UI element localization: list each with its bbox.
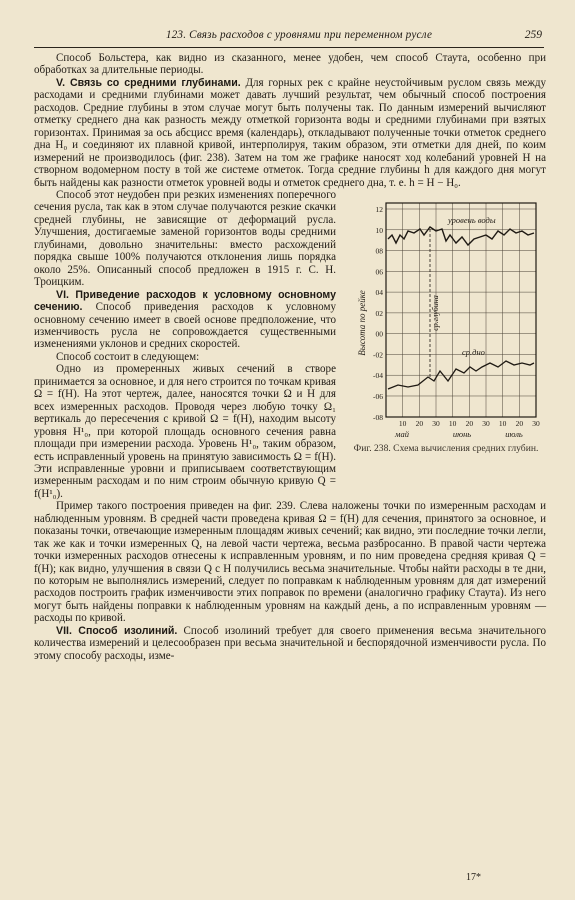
- paragraph: Способ Больстера, как видно из сказанного, менее удобен, чем способ Стаута, особенно при обработках за длительные периоды.: [34, 52, 546, 77]
- y-tick-label: 10: [375, 225, 383, 235]
- month-label: июнь: [452, 428, 472, 439]
- water-level-label: уровень воды: [448, 214, 496, 225]
- x-tick-label: 30: [432, 418, 440, 428]
- x-tick-label: 30: [482, 418, 490, 428]
- x-tick-label: 10: [498, 418, 507, 428]
- paragraph: Пример такого построения приведен на фиг. 239. Слева наложены точки по измеренным расходам и наблюденным уровням. В средней части проведена кривая Ω = f(H) для сечения, принятого за основное, и показаны точки, отвечающие измеренным площадям живых сечений; как видно, эти последние точки легли, так же как и точки измеренных Q, на левой части чертежа, весьма разбросанно. В правой части чертежа точки измеренных расходов отнесены к исправленным уровням, и по ним проведена средняя кривая Q = f(H); как видно, улучшения в связи Q с H получились весьма значительные. Чтобы найти расходы в те дни, по которым не выполнялись измерений, следует по поправкам к наблюденным уровням для дат измерений расходов построить график изменчивости этих поправок по времени (аналогично графику Стаута). Из него могут быть найдены поправки к наблюденным уровням на каждый день, а по исправленным уровням — расходы по кривой.: [34, 500, 546, 625]
- depth-chart: [352, 195, 544, 441]
- y-tick-label: 00: [375, 329, 383, 339]
- section-heading: V. Связь со средними глубинами.: [56, 76, 241, 89]
- body-text: [34, 52, 546, 662]
- paragraph-section-vi: VI. Приведение расходов к условному основному сечению. Способ приведения расходов к условному основному сечению имеет в своей основе предположение, что изменчивость русла не сопровождается существенными изменениями уклонов и средних скоростей.: [34, 288, 336, 351]
- y-tick-label: 04: [375, 288, 383, 298]
- y-grid: [386, 209, 536, 417]
- y-tick-label: 06: [375, 267, 383, 277]
- month-label: май: [395, 428, 409, 439]
- paragraph: Одно из промеренных живых сечений в створе принимается за основное, и для него строится по точкам кривая Ω = f(H). На этот чертеж, далее, наносятся точки Ω и H для всех измеренных расходов. Проводя через любую точку Ω₁ вертикаль до пересечения с кривой Ω = f(H), находим высоту уровня H¹₀, при которой площадь основного сечения равна площади при измерении расхода. Уровень H¹₀, таким образом, есть исправленный уровень на принятую зависимость Ω = f(H). Эти исправленные уровни и приписываем соответствующим измеренным расходам и по ним строим обычную кривую Q = f(H¹₀).: [34, 363, 336, 500]
- mean-bed-label: ср.дно: [462, 346, 485, 357]
- y-tick-label: 02: [375, 308, 383, 318]
- mean-depth-label: ср.глубина: [431, 295, 440, 331]
- figure-238: [346, 195, 546, 474]
- paragraph-section-v: V. Связь со средними глубинами. Для горных рек с крайне неустойчивым руслом связь между расходами и средними глубинами может давать лучший результат, чем обычный способ построения расходов. Средние глубины в этом случае могут быть получены так. По данным измерений вычисляют отметку среднего дна как разность между отметкой горизонта воды и средними глубинами при взятых горизонтах. Принимая за ось абсцисс время (календарь), откладывают полученные точки отметок среднего дна H₀ и соединяют их плавной кривой, интерполируя, таким образом, эти отметки для дней, по коим измерений не производилось (фиг. 238). Затем на том же графике наносят ход колебаний уровней H на створном водомерном посту в той же системе отметок. Тогда средние глубины h для каждого дня могут быть найдены как разности отметок уровней воды и отметок среднего дна, т. е. h = H − H₀.: [34, 76, 546, 189]
- x-tick-label: 30: [532, 418, 540, 428]
- running-header: [34, 27, 544, 48]
- page-number: 259: [524, 29, 542, 41]
- y-tick-label: 08: [375, 246, 383, 256]
- y-axis-label: Высота по рейке: [357, 290, 367, 356]
- y-tick-label: -08: [373, 412, 383, 422]
- month-label: июль: [505, 428, 523, 439]
- x-tick-labels: [399, 419, 540, 428]
- y-tick-labels: [373, 205, 383, 422]
- running-title: 123. Связь расходов с уровнями при переменном русле: [165, 29, 433, 41]
- figure-caption: Фиг. 238. Схема вычисления средних глубин.: [353, 442, 539, 454]
- section-heading: VII. Способ изолиний.: [56, 624, 178, 637]
- paragraph-section-vii: VII. Способ изолиний. Способ изолиний требует для своего применения весьма значительного количества измерений и целесообразен при весьма значительной и беспорядочной изменчивости русла. По этому способу расходы, изме-: [34, 624, 547, 662]
- x-tick-label: 10: [448, 418, 457, 428]
- x-tick-label: 20: [415, 418, 424, 428]
- x-tick-label: 20: [465, 418, 474, 428]
- paragraph: Способ состоит в следующем:: [56, 350, 200, 363]
- signature-mark: 17*: [466, 872, 481, 883]
- y-tick-label: -04: [373, 371, 383, 381]
- x-grid: [403, 203, 536, 417]
- x-tick-label: 10: [398, 418, 407, 428]
- y-tick-label: 12: [375, 204, 383, 214]
- paragraph: Способ этот неудобен при резких изменениях поперечного сечения русла, так как в этом случае получаются резкие скачки средней глубины, не зависящие от деформаций русла. Улучшения, достигаемые заменой горизонтов воды средними глубинами, довольно значительны: вместо расхождений порядка свыше 100% получаются отклонения лишь порядка около 25%. Описанный способ предложен в 1915 г. С. Н. Троицким.: [34, 188, 336, 289]
- section-heading: VI. Приведение расходов к условному основному сечению.: [34, 288, 336, 314]
- x-tick-label: 20: [515, 418, 524, 428]
- y-tick-label: -02: [373, 350, 383, 360]
- y-tick-label: -06: [373, 391, 383, 401]
- plot-frame: [386, 203, 536, 417]
